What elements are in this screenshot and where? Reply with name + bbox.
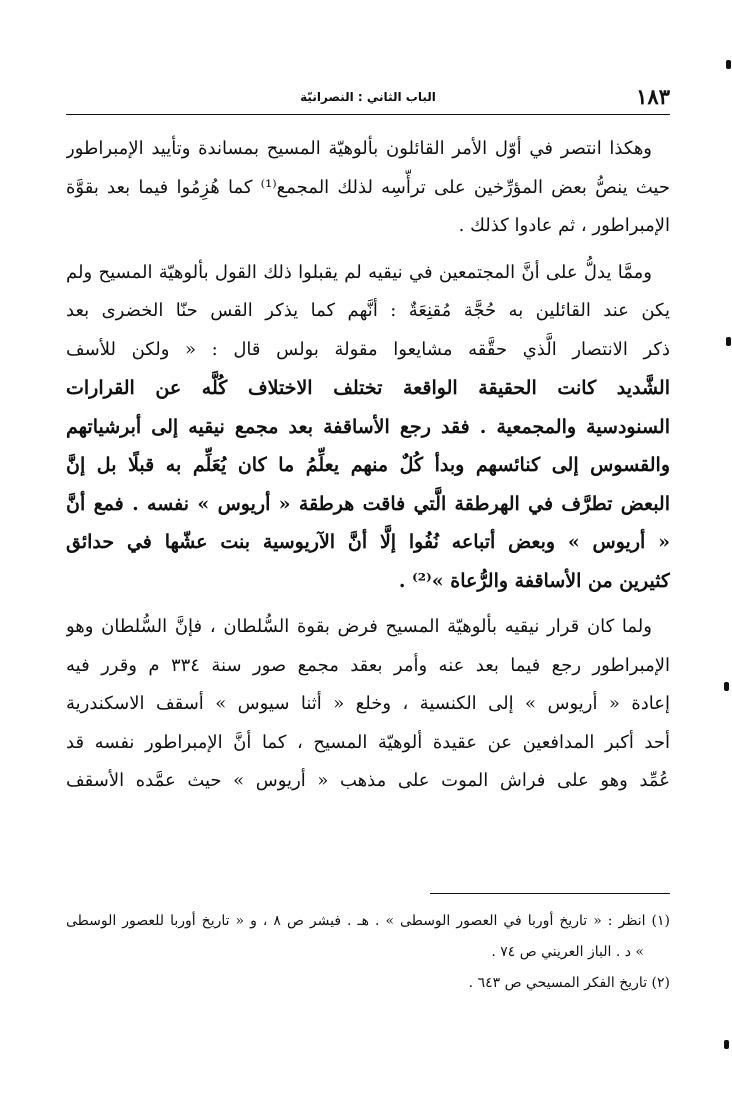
body-text [66, 130, 670, 801]
footnote-line: (١) انظر : « تاريخ أوربا في العصور الوسطى » . هـ . فيشر ص ٨ ، و « تاريخ أوربا للعصور الوسطى [66, 913, 670, 929]
footnote-rule [430, 893, 670, 894]
paragraph-gap [66, 246, 670, 254]
scan-edge-mark [726, 60, 731, 69]
header-rule [66, 114, 670, 115]
text-line: وممَّا يدلُّ على أنَّ المجتمعين في نيقيه لم يقبلوا ذلك القول بألوهيّة المسيح ولم [66, 261, 652, 283]
page-number: ١٨٣ [636, 84, 670, 109]
footnotes [66, 906, 670, 999]
scan-edge-mark [724, 1040, 729, 1049]
running-title: الباب الثاني : النصرانيّة [300, 90, 436, 104]
text-line: الإمبراطور ، ثم عادوا كذلك . [458, 215, 670, 236]
page-header [66, 82, 670, 112]
paragraph-gap [66, 600, 670, 608]
quote-line: كثيرين من الأساقفة والرُّعاة »⁽²⁾ . [398, 569, 670, 592]
quote-line: والقسوس إلى كنائسهم وبدأ كُلٌ منهم يعلِّمُ ما كان يُعَلِّم به قبلًا بل إنَّ [66, 454, 670, 476]
text-line: أحد أكبر المدافعين عن عقيدة ألوهيّة المسيح ، كما أنَّ الإمبراطور نفسه قد [66, 731, 670, 753]
quote-line: « أريوس » وبعض أتباعه نُفُوا إلَّا أنَّ الآريوسية بنت عشّها في حدائق [66, 531, 670, 553]
text-line: ذكر الانتصار الَّذي حقَّقه مشايعوا مقولة بولس قال : « ولكن للأسف [66, 338, 670, 360]
footnote-line: (٢) تاريخ الفكر المسيحي ص ٦٤٣ . [468, 975, 670, 991]
text-line: إعادة « أريوس » إلى الكنسية ، وخلع « أثنا سيوس » أسقف الاسكندرية [66, 693, 670, 714]
text-line: وهكذا انتصر في أوّل الأمر القائلون بألوهيّة المسيح بمساندة وتأييد الإمبراطور [66, 138, 652, 159]
quote-line: البعض تطرَّف في الهرطقة الَّتي فاقت هرطقة « أريوس » نفسه . فمع أنَّ [66, 492, 670, 515]
text-line: حيث ينصُّ بعض المؤرِّخين على ترأُّسِه لذلك المجمع⁽¹⁾ كما هُزِمُوا فيما بعد بقوَّة [66, 176, 670, 198]
scan-edge-mark [724, 682, 729, 691]
quote-line: الشَّديد كانت الحقيقة الواقعة تختلف الاختلاف كُلَّه عن القرارات [66, 377, 670, 399]
text-line: عُمِّد وهو على فراش الموت على مذهب « أريوس » حيث عمَّده الأسقف [66, 770, 670, 791]
footnote-line: » د . الباز العريني ص ٧٤ . [491, 944, 644, 960]
text-line: يكن عند القائلين به حُجَّة مُقنِعَةٌ : أنَّهم كما يذكر القس حنّا الخضرى بعد [66, 300, 670, 321]
text-line: الإمبراطور رجع فيما بعد عنه وأمر بعقد مجمع صور سنة ٣٣٤ م وقرر فيه [66, 654, 670, 676]
text-line: ولما كان قرار نيقيه بألوهيّة المسيح فرض بقوة السُّلطان ، فإنَّ السُّلطان وهو [66, 616, 652, 637]
quote-line: السنودسية والمجمعية . فقد رجع الأساقفة بعد مجمع نيقيه إلى أبرشياتهم [66, 415, 670, 438]
scan-edge-mark [726, 337, 731, 346]
